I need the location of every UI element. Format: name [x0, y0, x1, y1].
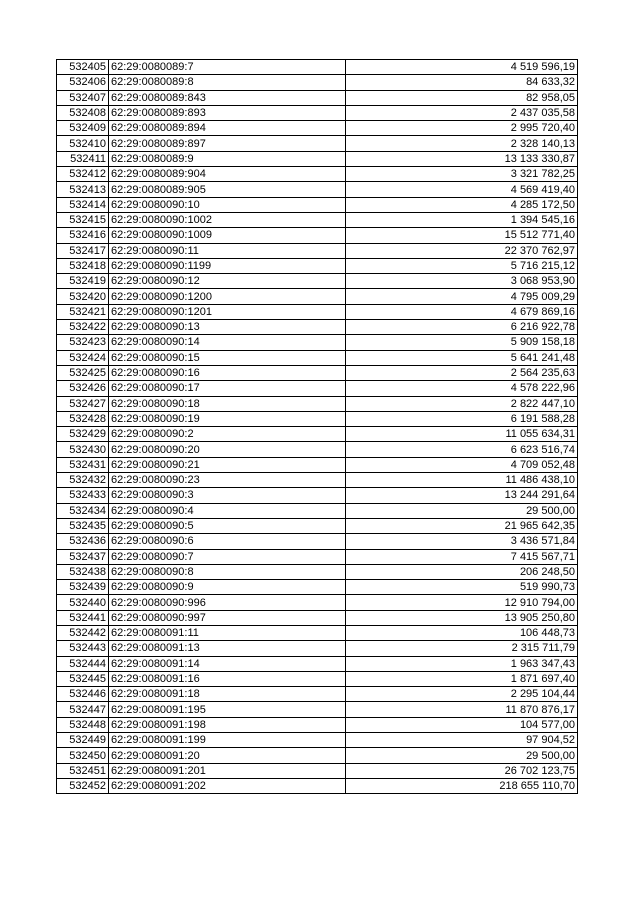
- cadastral-value-cell: 2 822 447,10: [346, 396, 578, 411]
- row-number-cell: 532445: [57, 671, 109, 686]
- cadastral-number-cell: 62:29:0080091:198: [109, 717, 346, 732]
- table-row: [57, 488, 578, 503]
- row-number-cell: 532420: [57, 289, 109, 304]
- cadastral-number-cell: 62:29:0080090:17: [109, 381, 346, 396]
- cadastral-value-cell: 2 315 711,79: [346, 641, 578, 656]
- table-row: [57, 60, 578, 75]
- row-number-cell: 532413: [57, 182, 109, 197]
- table-row: [57, 473, 578, 488]
- row-number-cell: 532433: [57, 488, 109, 503]
- cadastral-value-cell: 4 795 009,29: [346, 289, 578, 304]
- row-number-cell: 532428: [57, 411, 109, 426]
- row-number-cell: 532410: [57, 136, 109, 151]
- cadastral-value-table: [56, 59, 578, 794]
- table-row: [57, 167, 578, 182]
- table-row: [57, 258, 578, 273]
- cadastral-value-cell: 22 370 762,97: [346, 243, 578, 258]
- table-row: [57, 702, 578, 717]
- row-number-cell: 532412: [57, 167, 109, 182]
- table-row: [57, 320, 578, 335]
- table-row: [57, 778, 578, 793]
- cadastral-value-cell: 11 055 634,31: [346, 427, 578, 442]
- cadastral-value-cell: 3 068 953,90: [346, 274, 578, 289]
- table-row: [57, 243, 578, 258]
- table-row: [57, 733, 578, 748]
- table-row: [57, 335, 578, 350]
- cadastral-value-cell: 519 990,73: [346, 580, 578, 595]
- cadastral-value-cell: 1 871 697,40: [346, 671, 578, 686]
- cadastral-value-cell: 13 905 250,80: [346, 610, 578, 625]
- table-row: [57, 610, 578, 625]
- table-row: [57, 625, 578, 640]
- row-number-cell: 532446: [57, 687, 109, 702]
- table-row: [57, 580, 578, 595]
- cadastral-value-cell: 218 655 110,70: [346, 778, 578, 793]
- cadastral-value-cell: 6 623 516,74: [346, 442, 578, 457]
- row-number-cell: 532419: [57, 274, 109, 289]
- row-number-cell: 532444: [57, 656, 109, 671]
- cadastral-value-cell: 4 519 596,19: [346, 60, 578, 75]
- cadastral-value-cell: 6 191 588,28: [346, 411, 578, 426]
- row-number-cell: 532415: [57, 212, 109, 227]
- table-row: [57, 197, 578, 212]
- table-row: [57, 595, 578, 610]
- row-number-cell: 532431: [57, 457, 109, 472]
- table-row: [57, 212, 578, 227]
- table-row: [57, 717, 578, 732]
- cadastral-value-cell: 6 216 922,78: [346, 320, 578, 335]
- cadastral-number-cell: 62:29:0080090:20: [109, 442, 346, 457]
- table-row: [57, 427, 578, 442]
- cadastral-value-cell: 3 436 571,84: [346, 534, 578, 549]
- cadastral-value-cell: 4 285 172,50: [346, 197, 578, 212]
- cadastral-number-cell: 62:29:0080089:9: [109, 151, 346, 166]
- row-number-cell: 532449: [57, 733, 109, 748]
- row-number-cell: 532427: [57, 396, 109, 411]
- table-row: [57, 350, 578, 365]
- row-number-cell: 532442: [57, 625, 109, 640]
- row-number-cell: 532414: [57, 197, 109, 212]
- table-row: [57, 656, 578, 671]
- cadastral-value-cell: 2 995 720,40: [346, 121, 578, 136]
- cadastral-number-cell: 62:29:0080090:997: [109, 610, 346, 625]
- cadastral-value-cell: 1 394 545,16: [346, 212, 578, 227]
- cadastral-number-cell: 62:29:0080091:20: [109, 748, 346, 763]
- row-number-cell: 532423: [57, 335, 109, 350]
- cadastral-value-cell: 2 564 235,63: [346, 365, 578, 380]
- row-number-cell: 532418: [57, 258, 109, 273]
- table-row: [57, 365, 578, 380]
- cadastral-number-cell: 62:29:0080090:8: [109, 564, 346, 579]
- cadastral-number-cell: 62:29:0080091:202: [109, 778, 346, 793]
- table-row: [57, 687, 578, 702]
- table-row: [57, 564, 578, 579]
- cadastral-number-cell: 62:29:0080090:21: [109, 457, 346, 472]
- table-row: [57, 671, 578, 686]
- cadastral-number-cell: 62:29:0080090:23: [109, 473, 346, 488]
- table-row: [57, 748, 578, 763]
- cadastral-number-cell: 62:29:0080089:7: [109, 60, 346, 75]
- table-row: [57, 274, 578, 289]
- row-number-cell: 532424: [57, 350, 109, 365]
- table-row: [57, 442, 578, 457]
- row-number-cell: 532409: [57, 121, 109, 136]
- table-row: [57, 381, 578, 396]
- cadastral-value-cell: 104 577,00: [346, 717, 578, 732]
- table-row: [57, 549, 578, 564]
- cadastral-value-cell: 15 512 771,40: [346, 228, 578, 243]
- cadastral-number-cell: 62:29:0080090:5: [109, 518, 346, 533]
- row-number-cell: 532441: [57, 610, 109, 625]
- cadastral-value-cell: 2 328 140,13: [346, 136, 578, 151]
- cadastral-number-cell: 62:29:0080091:201: [109, 763, 346, 778]
- table-row: [57, 75, 578, 90]
- cadastral-number-cell: 62:29:0080089:905: [109, 182, 346, 197]
- table-row: [57, 151, 578, 166]
- cadastral-number-cell: 62:29:0080091:14: [109, 656, 346, 671]
- cadastral-number-cell: 62:29:0080089:897: [109, 136, 346, 151]
- row-number-cell: 532417: [57, 243, 109, 258]
- cadastral-number-cell: 62:29:0080090:1002: [109, 212, 346, 227]
- row-number-cell: 532448: [57, 717, 109, 732]
- table-row: [57, 182, 578, 197]
- cadastral-number-cell: 62:29:0080091:199: [109, 733, 346, 748]
- table-row: [57, 396, 578, 411]
- cadastral-number-cell: 62:29:0080089:893: [109, 105, 346, 120]
- cadastral-number-cell: 62:29:0080090:14: [109, 335, 346, 350]
- table-row: [57, 534, 578, 549]
- row-number-cell: 532432: [57, 473, 109, 488]
- row-number-cell: 532451: [57, 763, 109, 778]
- cadastral-number-cell: 62:29:0080090:10: [109, 197, 346, 212]
- table-row: [57, 121, 578, 136]
- cadastral-value-cell: 4 569 419,40: [346, 182, 578, 197]
- row-number-cell: 532440: [57, 595, 109, 610]
- cadastral-number-cell: 62:29:0080091:13: [109, 641, 346, 656]
- row-number-cell: 532436: [57, 534, 109, 549]
- row-number-cell: 532443: [57, 641, 109, 656]
- cadastral-value-cell: 82 958,05: [346, 90, 578, 105]
- table-body: [57, 60, 578, 794]
- cadastral-number-cell: 62:29:0080090:19: [109, 411, 346, 426]
- cadastral-value-cell: 84 633,32: [346, 75, 578, 90]
- cadastral-value-cell: 12 910 794,00: [346, 595, 578, 610]
- row-number-cell: 532421: [57, 304, 109, 319]
- table-row: [57, 763, 578, 778]
- cadastral-number-cell: 62:29:0080090:12: [109, 274, 346, 289]
- row-number-cell: 532408: [57, 105, 109, 120]
- cadastral-value-cell: 5 909 158,18: [346, 335, 578, 350]
- cadastral-number-cell: 62:29:0080090:6: [109, 534, 346, 549]
- cadastral-number-cell: 62:29:0080091:11: [109, 625, 346, 640]
- row-number-cell: 532447: [57, 702, 109, 717]
- cadastral-value-cell: 4 679 869,16: [346, 304, 578, 319]
- row-number-cell: 532435: [57, 518, 109, 533]
- cadastral-number-cell: 62:29:0080089:8: [109, 75, 346, 90]
- table-row: [57, 228, 578, 243]
- cadastral-number-cell: 62:29:0080090:1199: [109, 258, 346, 273]
- cadastral-number-cell: 62:29:0080089:894: [109, 121, 346, 136]
- cadastral-value-cell: 7 415 567,71: [346, 549, 578, 564]
- row-number-cell: 532434: [57, 503, 109, 518]
- cadastral-number-cell: 62:29:0080090:1200: [109, 289, 346, 304]
- cadastral-number-cell: 62:29:0080090:15: [109, 350, 346, 365]
- row-number-cell: 532422: [57, 320, 109, 335]
- cadastral-number-cell: 62:29:0080090:4: [109, 503, 346, 518]
- row-number-cell: 532439: [57, 580, 109, 595]
- cadastral-value-cell: 5 641 241,48: [346, 350, 578, 365]
- table-row: [57, 304, 578, 319]
- table-row: [57, 289, 578, 304]
- cadastral-number-cell: 62:29:0080090:1009: [109, 228, 346, 243]
- cadastral-number-cell: 62:29:0080090:7: [109, 549, 346, 564]
- cadastral-value-cell: 206 248,50: [346, 564, 578, 579]
- cadastral-number-cell: 62:29:0080090:3: [109, 488, 346, 503]
- row-number-cell: 532430: [57, 442, 109, 457]
- cadastral-value-cell: 106 448,73: [346, 625, 578, 640]
- cadastral-number-cell: 62:29:0080090:13: [109, 320, 346, 335]
- cadastral-value-cell: 21 965 642,35: [346, 518, 578, 533]
- cadastral-value-cell: 4 578 222,96: [346, 381, 578, 396]
- row-number-cell: 532406: [57, 75, 109, 90]
- cadastral-value-cell: 11 486 438,10: [346, 473, 578, 488]
- table-row: [57, 90, 578, 105]
- cadastral-value-cell: 97 904,52: [346, 733, 578, 748]
- table-row: [57, 457, 578, 472]
- table-row: [57, 503, 578, 518]
- cadastral-number-cell: 62:29:0080091:18: [109, 687, 346, 702]
- table-row: [57, 136, 578, 151]
- row-number-cell: 532450: [57, 748, 109, 763]
- cadastral-value-cell: 4 709 052,48: [346, 457, 578, 472]
- cadastral-number-cell: 62:29:0080090:18: [109, 396, 346, 411]
- row-number-cell: 532437: [57, 549, 109, 564]
- cadastral-value-cell: 2 437 035,58: [346, 105, 578, 120]
- cadastral-number-cell: 62:29:0080090:9: [109, 580, 346, 595]
- cadastral-value-cell: 13 133 330,87: [346, 151, 578, 166]
- cadastral-value-cell: 29 500,00: [346, 503, 578, 518]
- cadastral-value-cell: 1 963 347,43: [346, 656, 578, 671]
- cadastral-value-cell: 13 244 291,64: [346, 488, 578, 503]
- row-number-cell: 532429: [57, 427, 109, 442]
- table-row: [57, 105, 578, 120]
- cadastral-number-cell: 62:29:0080090:16: [109, 365, 346, 380]
- cadastral-value-cell: 5 716 215,12: [346, 258, 578, 273]
- row-number-cell: 532438: [57, 564, 109, 579]
- cadastral-number-cell: 62:29:0080089:904: [109, 167, 346, 182]
- row-number-cell: 532452: [57, 778, 109, 793]
- row-number-cell: 532405: [57, 60, 109, 75]
- row-number-cell: 532407: [57, 90, 109, 105]
- cadastral-number-cell: 62:29:0080091:195: [109, 702, 346, 717]
- table-row: [57, 641, 578, 656]
- row-number-cell: 532411: [57, 151, 109, 166]
- cadastral-number-cell: 62:29:0080090:1201: [109, 304, 346, 319]
- table-row: [57, 518, 578, 533]
- cadastral-value-cell: 29 500,00: [346, 748, 578, 763]
- row-number-cell: 532426: [57, 381, 109, 396]
- table-row: [57, 411, 578, 426]
- cadastral-value-cell: 26 702 123,75: [346, 763, 578, 778]
- cadastral-value-cell: 3 321 782,25: [346, 167, 578, 182]
- cadastral-number-cell: 62:29:0080090:2: [109, 427, 346, 442]
- cadastral-number-cell: 62:29:0080091:16: [109, 671, 346, 686]
- cadastral-number-cell: 62:29:0080090:11: [109, 243, 346, 258]
- row-number-cell: 532425: [57, 365, 109, 380]
- cadastral-value-cell: 2 295 104,44: [346, 687, 578, 702]
- cadastral-value-cell: 11 870 876,17: [346, 702, 578, 717]
- cadastral-number-cell: 62:29:0080089:843: [109, 90, 346, 105]
- row-number-cell: 532416: [57, 228, 109, 243]
- cadastral-number-cell: 62:29:0080090:996: [109, 595, 346, 610]
